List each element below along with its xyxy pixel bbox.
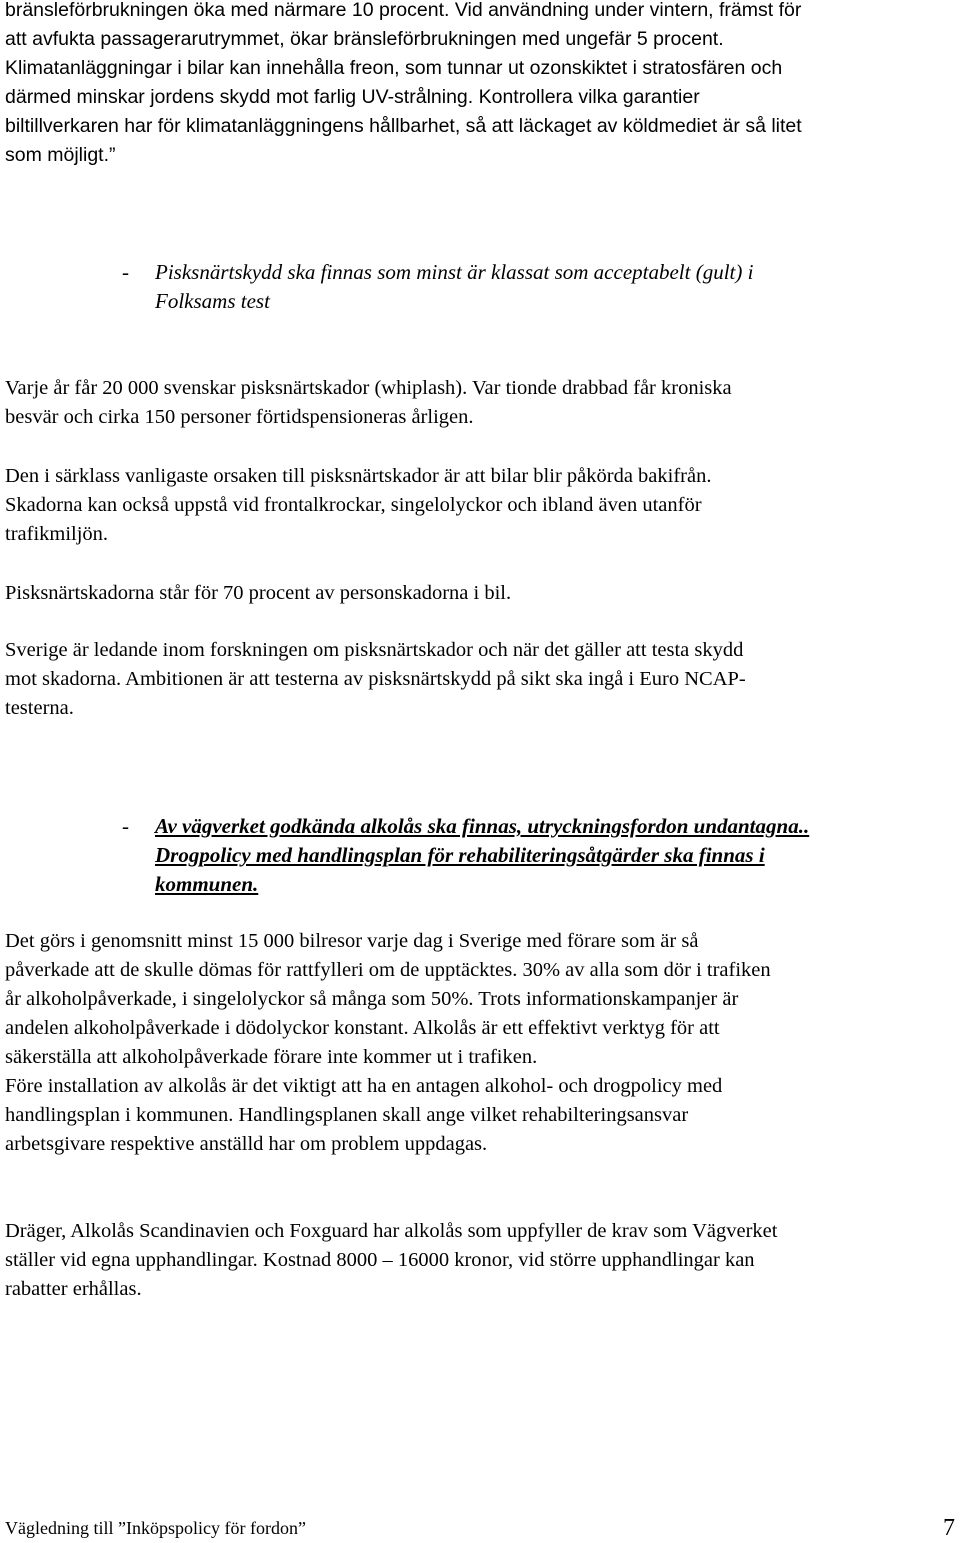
bullet-alcolock-requirement xyxy=(122,812,922,899)
paragraph-whiplash-share: Pisksnärtskadorna står för 70 procent av personskadorna i bil. xyxy=(5,582,512,604)
paragraph-whiplash-research: Sverige är ledande inom forskningen om pisksnärtskador och när det gäller att testa skydd mot skadorna. Ambitionen är att testerna av pisksnärtskydd på sikt ska ingå i Euro NCAP- testerna. xyxy=(5,639,746,719)
page-number: 7 xyxy=(943,1515,955,1541)
bullet-dash: - xyxy=(122,260,129,284)
bullet-whiplash-text: Pisksnärtskydd ska finnas som minst är klassat som acceptabelt (gult) i Folksams test xyxy=(155,260,754,313)
bullet-alcolock-text: Av vägverket godkända alkolås ska finnas, utryckningsfordon undantagna.. Drogpolicy med handlingsplan för rehabiliteringsåtgärder ska finnas i kommunen. xyxy=(155,814,810,896)
paragraph-whiplash-causes: Den i särklass vanligaste orsaken till pisksnärtskador är att bilar blir påkörda bakifrån. Skadorna kan också uppstå vid frontalkrockar, singelolyckor och ibland även utanför trafikmiljön. xyxy=(5,465,712,545)
paragraph-climate-control: bränsleförbrukningen öka med närmare 10 procent. Vid användning under vintern, främst för att avfukta passagerarutrymmet, ökar bränsleförbrukningen med ungefär 5 procent. Klimatanläggningar i bilar kan innehålla freon, som tunnar ut ozonskiktet i stratosfären och därmed minskar jordens skydd mot farlig UV-strålning. Kontrollera vilka garantier biltillverkaren har för klimatanläggningens hållbarhet, så att läckaget av köldmediet är så litet som möjligt.” xyxy=(5,0,802,166)
bullet-whiplash-requirement xyxy=(122,258,922,316)
paragraph-alcolock-suppliers: Dräger, Alkolås Scandinavien och Foxguard har alkolås som uppfyller de krav som Vägverket ställer vid egna upphandlingar. Kostnad 8000 – 16000 kronor, vid större upphandlingar kan rabatter erhållas. xyxy=(5,1220,778,1300)
paragraph-whiplash-statistics: Varje år får 20 000 svenskar pisksnärtskador (whiplash). Var tionde drabbad får kroniska besvär och cirka 150 personer förtidspensioneras årligen. xyxy=(5,377,732,428)
bullet-dash: - xyxy=(122,814,129,838)
paragraph-alcohol-statistics: Det görs i genomsnitt minst 15 000 bilresor varje dag i Sverige med förare som är så påverkade att de skulle dömas för rattfylleri om de upptäcktes. 30% av alla som dör i trafiken år alkoholpåverkade, i singelolyckor så många som 50%. Trots informationskampanjer är andelen alkoholpåverkade i dödolyckor konstant. Alkolås är ett effektivt verktyg för att säkerställa att alkoholpåverkade förare inte kommer ut i trafiken. Före installation av alkolås är det viktigt att ha en antagen alkohol- och drogpolicy med handlingsplan i kommunen. Handlingsplanen skall ange vilket rehabilteringsansvar arbetsgivare respektive anställd har om problem uppdagas. xyxy=(5,930,771,1155)
footer-document-title: Vägledning till ”Inköpspolicy för fordon” xyxy=(5,1518,306,1538)
